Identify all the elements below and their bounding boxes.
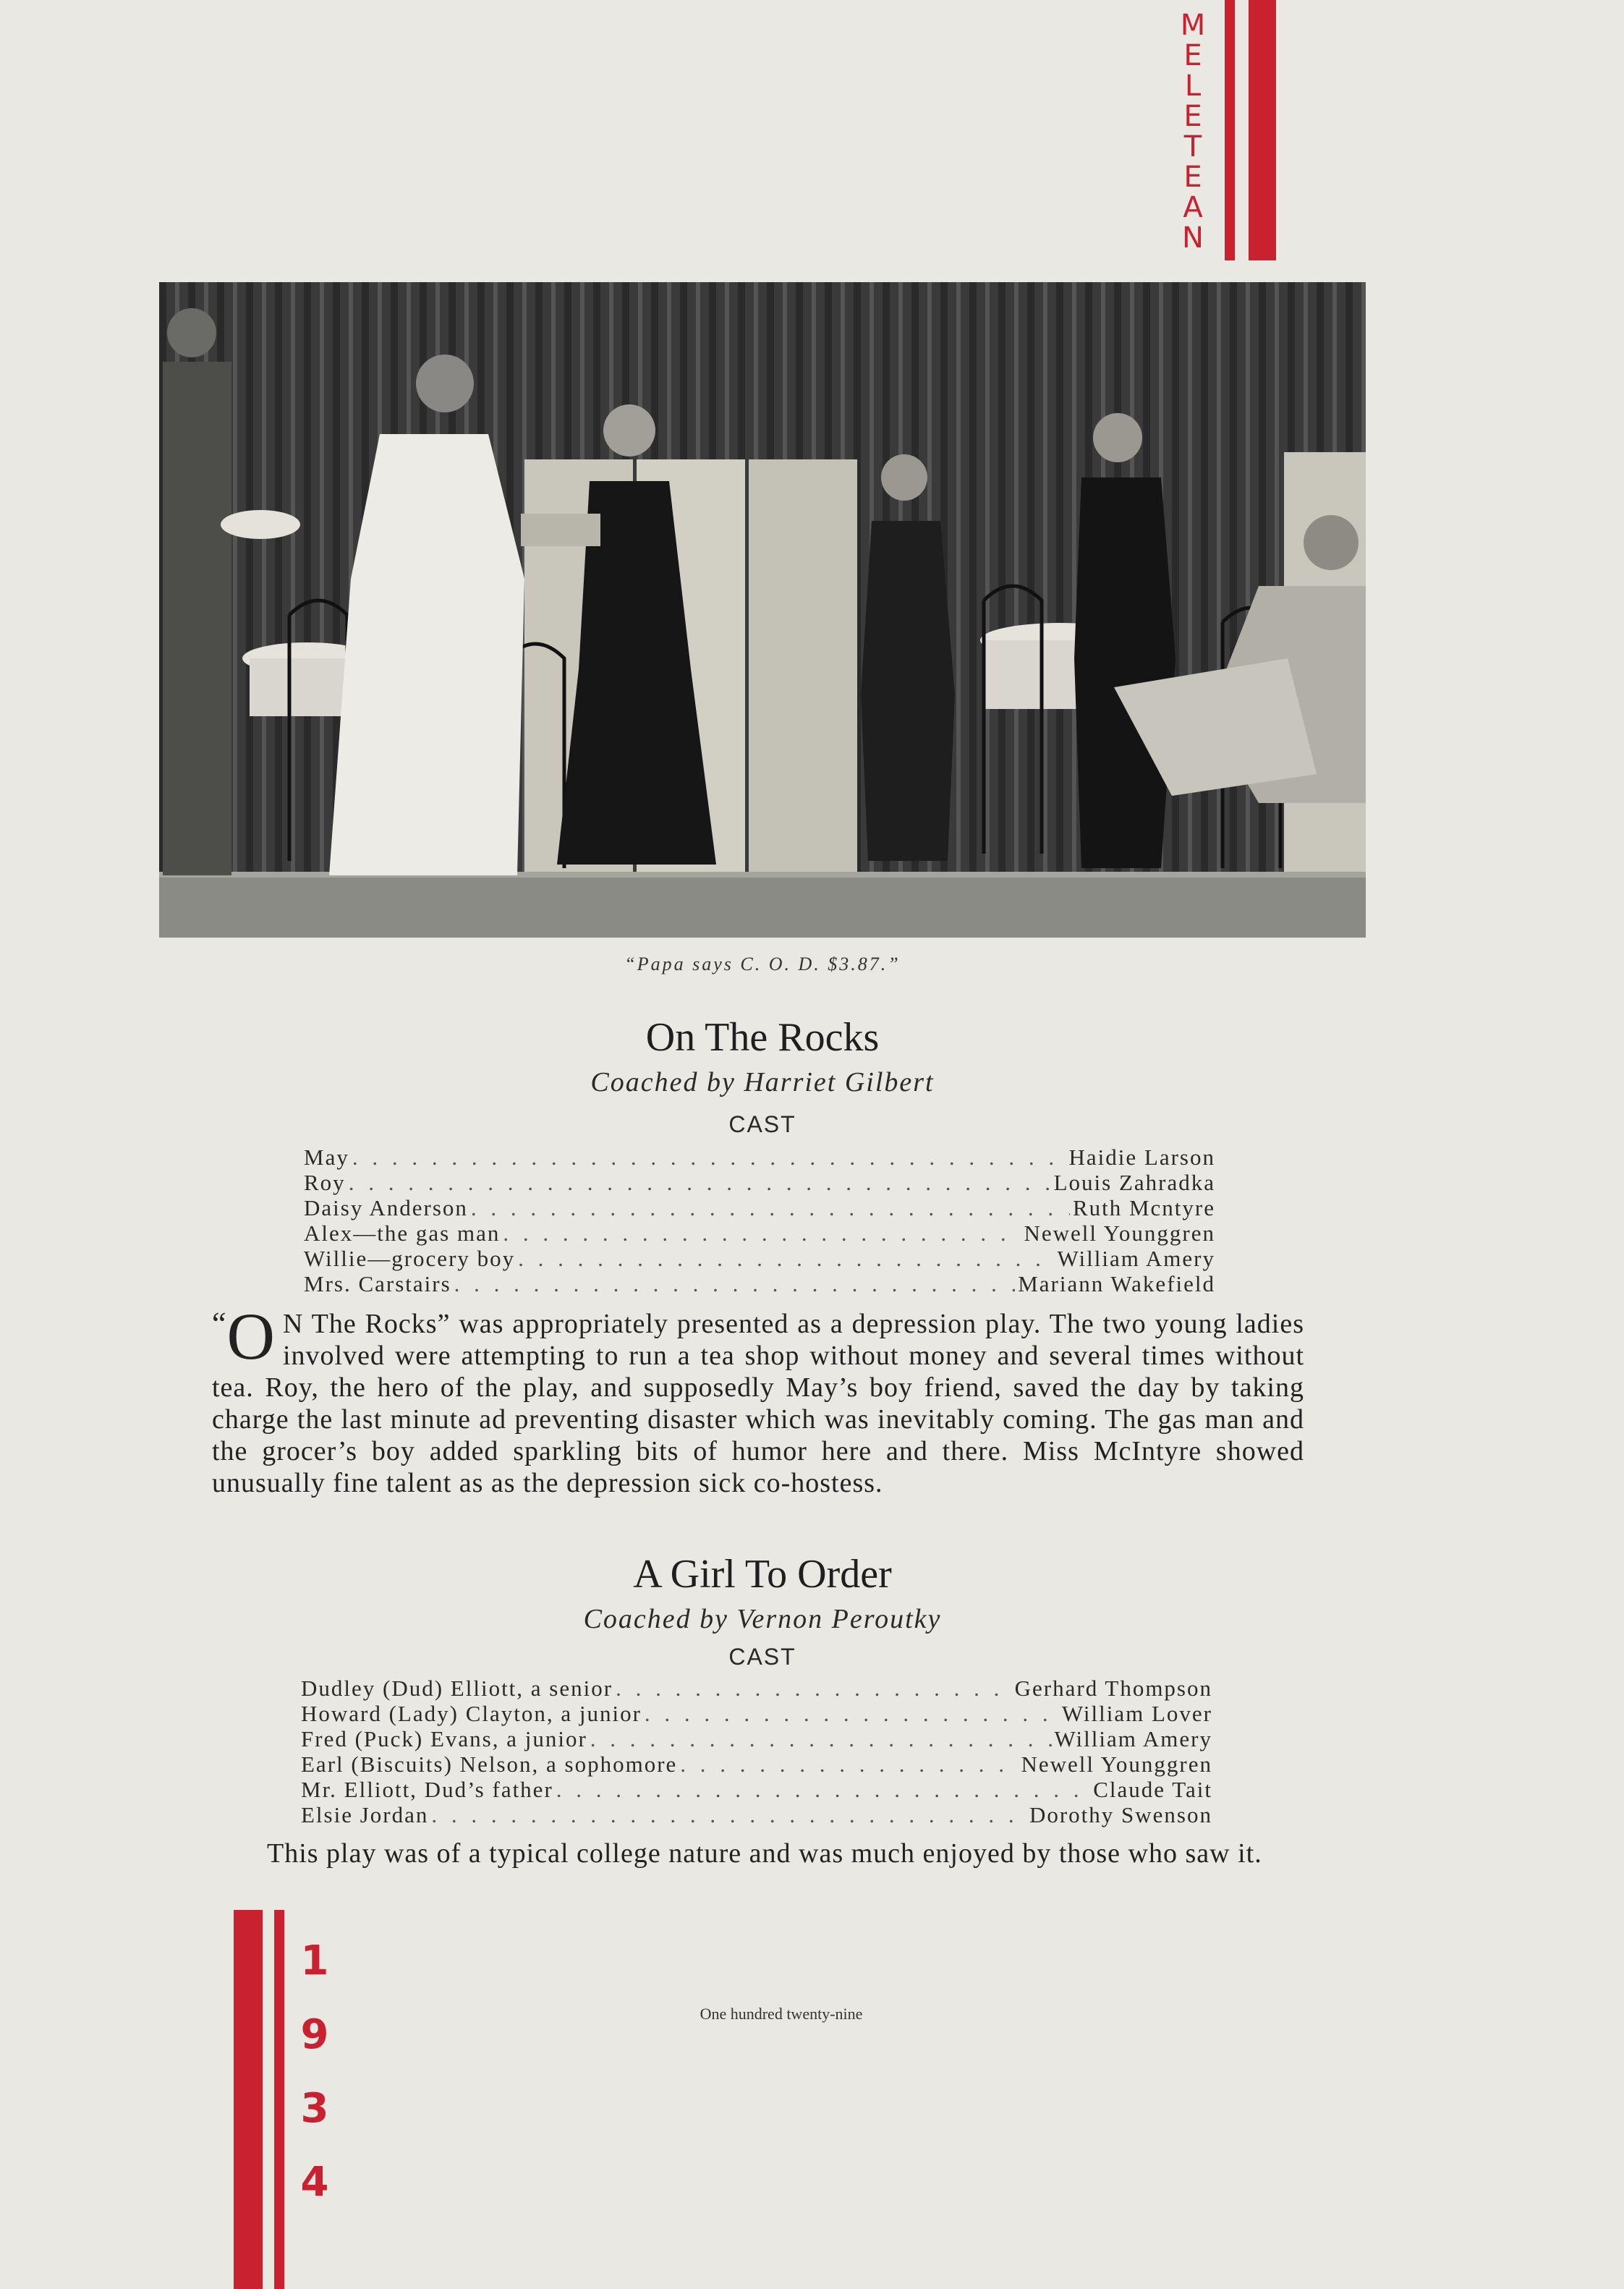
play-description [212,1838,1304,1869]
cast-role: Elsie Jordan [301,1802,429,1827]
year-digit: 4 [300,2159,329,2206]
leader-dots [503,1220,1021,1247]
cast-role: Daisy Anderson [304,1195,468,1220]
cast-row [304,1144,1215,1170]
cast-actor: Mariann Wakefield [1018,1271,1215,1296]
cast-actor: Claude Tait [1093,1777,1212,1802]
wordmark-letter: T [1183,130,1202,164]
cast-row [304,1195,1215,1220]
cast-actor: Gerhard Thompson [1014,1676,1212,1701]
cast-role: Roy [304,1170,346,1195]
year-digit: 1 [300,1937,329,1984]
cast-actor: Louis Zahradka [1053,1170,1215,1195]
wordmark-vertical [1175,10,1211,253]
stage-scene-illustration [159,282,1366,938]
page-number: One hundred twenty-nine [700,2005,863,2023]
decorative-bar-thin-bottom [274,1910,284,2289]
cast-role: Mr. Elliott, Dud’s father [301,1777,553,1802]
cast-actor: Newell Younggren [1024,1220,1215,1246]
cast-row [301,1701,1212,1726]
cast-role: Alex—the gas man [304,1220,501,1246]
wordmark-letter: A [1183,191,1203,224]
stage-photograph [159,282,1366,938]
year-digit: 3 [300,2085,329,2132]
cast-actor: William Lover [1061,1701,1212,1726]
decorative-bar-thick-bottom [234,1910,263,2289]
leader-dots [352,1144,1066,1171]
cast-heading: CAST [728,1644,796,1670]
leader-dots [556,1777,1090,1803]
cast-actor: Haidie Larson [1068,1144,1215,1170]
leader-dots [431,1802,1026,1828]
play-description [212,1299,1304,1499]
cast-row [301,1751,1212,1777]
cast-row [304,1271,1215,1296]
cast-role: Fred (Puck) Evans, a junior [301,1726,587,1751]
cast-actor: Dorothy Swenson [1029,1802,1212,1827]
cast-row [304,1170,1215,1195]
drop-cap: O [226,1299,276,1373]
wordmark-letter: N [1182,221,1204,255]
cast-row [301,1726,1212,1751]
cast-role: Mrs. Carstairs [304,1271,451,1296]
leader-dots [518,1246,1054,1272]
decorative-bar-thick-top [1249,0,1276,260]
leader-dots [454,1271,1016,1297]
open-quote: “ [212,1306,227,1341]
cast-actor: Ruth Mcntyre [1072,1195,1215,1220]
leader-dots [471,1195,1070,1221]
description-text: N The Rocks” was appropriately presented as a depression play. The two young ladies involved were attempting to run a tea shop without money and several times without tea. Roy, the hero of the play, and supposedly May’s boy friend, saved the day by taking charge the last minute ad preventing disaster which was inevitably coming. The gas man and the grocer’s boy added sparkling bits of humor here and there. Miss McIntyre showed unusually fine talent as as the depression sick co-hostess. [212,1309,1304,1498]
leader-dots [349,1170,1051,1196]
cast-list [304,1144,1215,1296]
cast-role: Earl (Biscuits) Nelson, a sophomore [301,1751,678,1777]
wordmark-letter: M [1180,9,1206,42]
cast-row [301,1777,1212,1802]
photo-caption: “Papa says C. O. D. $3.87.” [624,954,901,974]
wordmark-letter: L [1184,69,1202,103]
cast-actor: Newell Younggren [1021,1751,1212,1777]
cast-list [301,1676,1212,1827]
wordmark-letter: E [1183,161,1202,194]
leader-dots [616,1676,1012,1702]
cast-actor: William Amery [1057,1246,1215,1271]
decorative-bar-thin-top [1225,0,1235,260]
cast-row [301,1676,1212,1701]
cast-actor: William Amery [1054,1726,1212,1751]
wordmark-letter: E [1183,39,1202,72]
play-coach: Coached by Harriet Gilbert [590,1067,935,1097]
cast-role: May [304,1144,349,1170]
leader-dots [590,1726,1052,1752]
cast-row [304,1246,1215,1271]
cast-role: Dudley (Dud) Elliott, a senior [301,1676,613,1701]
cast-role: Howard (Lady) Clayton, a junior [301,1701,642,1726]
leader-dots [680,1751,1018,1778]
year-vertical [293,1924,336,2220]
wordmark-letter: E [1183,100,1202,133]
cast-row [304,1220,1215,1246]
cast-role: Willie—grocery boy [304,1246,516,1271]
cast-row [301,1802,1212,1827]
description-text: This play was of a typical college nature and was much enjoyed by those who saw it. [267,1838,1262,1869]
play-title: On The Rocks [645,1015,880,1060]
leader-dots [645,1701,1059,1727]
play-title: A Girl To Order [633,1552,892,1597]
cast-heading: CAST [728,1111,796,1137]
year-digit: 9 [300,2011,329,2058]
play-coach: Coached by Vernon Peroutky [583,1604,942,1634]
